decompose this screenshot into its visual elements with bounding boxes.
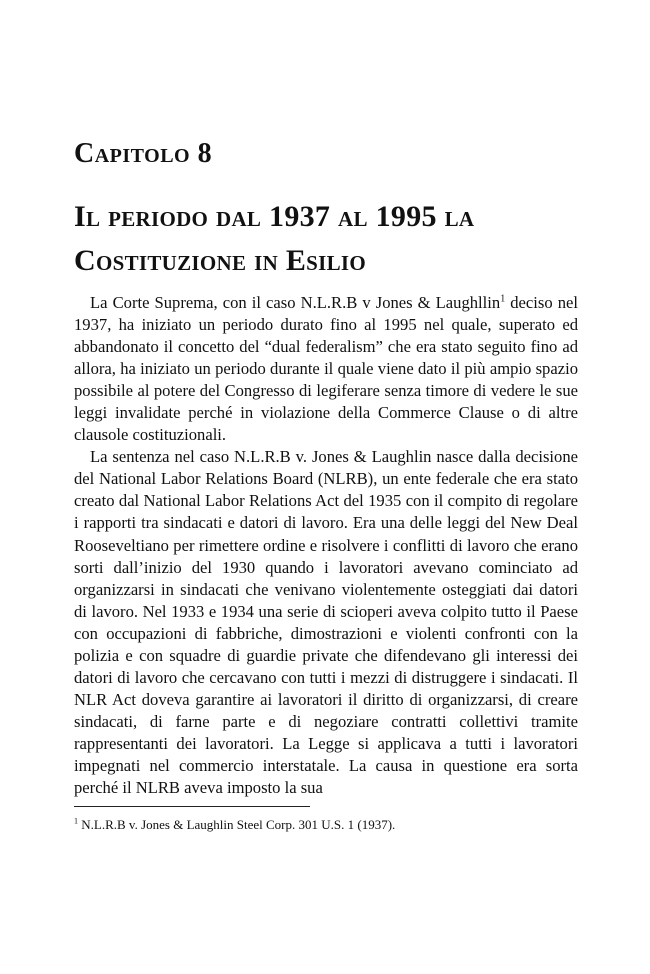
chapter-title <box>74 195 594 283</box>
chapter-title-line-2: Costituzione in Esilio <box>74 244 367 277</box>
paragraph-1 <box>74 292 578 446</box>
paragraph-1-text-start: La Corte Suprema, con il caso N.L.R.B v Jones & Laughllin <box>90 293 501 312</box>
paragraph-1-text-end: deciso nel 1937, ha iniziato un periodo durato fino al 1995 nel quale, superato ed abbandonato il concetto del “dual federalism” che era stato seguito fino ad allora, ha iniziato un periodo durante il quale viene dato il più ampio spazio possibile al potere del Congresso di legiferare senza timore di vedere le sue leggi invalidate perché in violazione della Commerce Clause o di altre clausole costituzionali. <box>74 293 578 445</box>
footnote <box>74 817 578 833</box>
chapter-title-line-1: Il periodo dal 1937 al 1995 la <box>74 200 475 233</box>
footnote-separator <box>74 806 310 807</box>
body-text <box>74 292 578 799</box>
footnote-mark: 1 <box>74 816 78 826</box>
footnote-reference: 1 <box>500 293 506 305</box>
footnote-text: N.L.R.B v. Jones & Laughlin Steel Corp. 301 U.S. 1 (1937). <box>78 817 396 832</box>
paragraph-2: La sentenza nel caso N.L.R.B v. Jones & Laughlin nasce dalla decisione del National Labor Relations Board (NLRB), un ente federale che era stato creato dal National Labor Relations Act del 1935 con il compito di regolare i rapporti tra sindacati e datori di lavoro. Era una delle leggi del New Deal Rooseveltiano per rimettere ordine e risolvere i conflitti di lavoro che erano sorti dall’inizio del 1930 quando i lavoratori avevano cominciato ad organizzarsi in sindacati che venivano violentemente osteggiati dai datori di lavoro. Nel 1933 e 1934 una serie di scioperi aveva colpito tutto il Paese con occupazioni di fabbriche, dimostrazioni e violenti confronti con la polizia e con squadre di guardie private che difendevano gli interessi dei datori di lavoro che cercavano con tutti i mezzi di distruggere i sindacati. Il NLR Act doveva garantire ai lavoratori il diritto di organizzarsi, di creare sindacati, di farne parte e di negoziare contratti collettivi tramite rappresentanti dei lavoratori. La Legge si applicava a tutti i lavoratori impegnati nel commercio interstatale. La causa in questione era sorta perché il NLRB aveva imposto la sua <box>74 447 578 798</box>
chapter-label: Capitolo 8 <box>74 138 213 169</box>
